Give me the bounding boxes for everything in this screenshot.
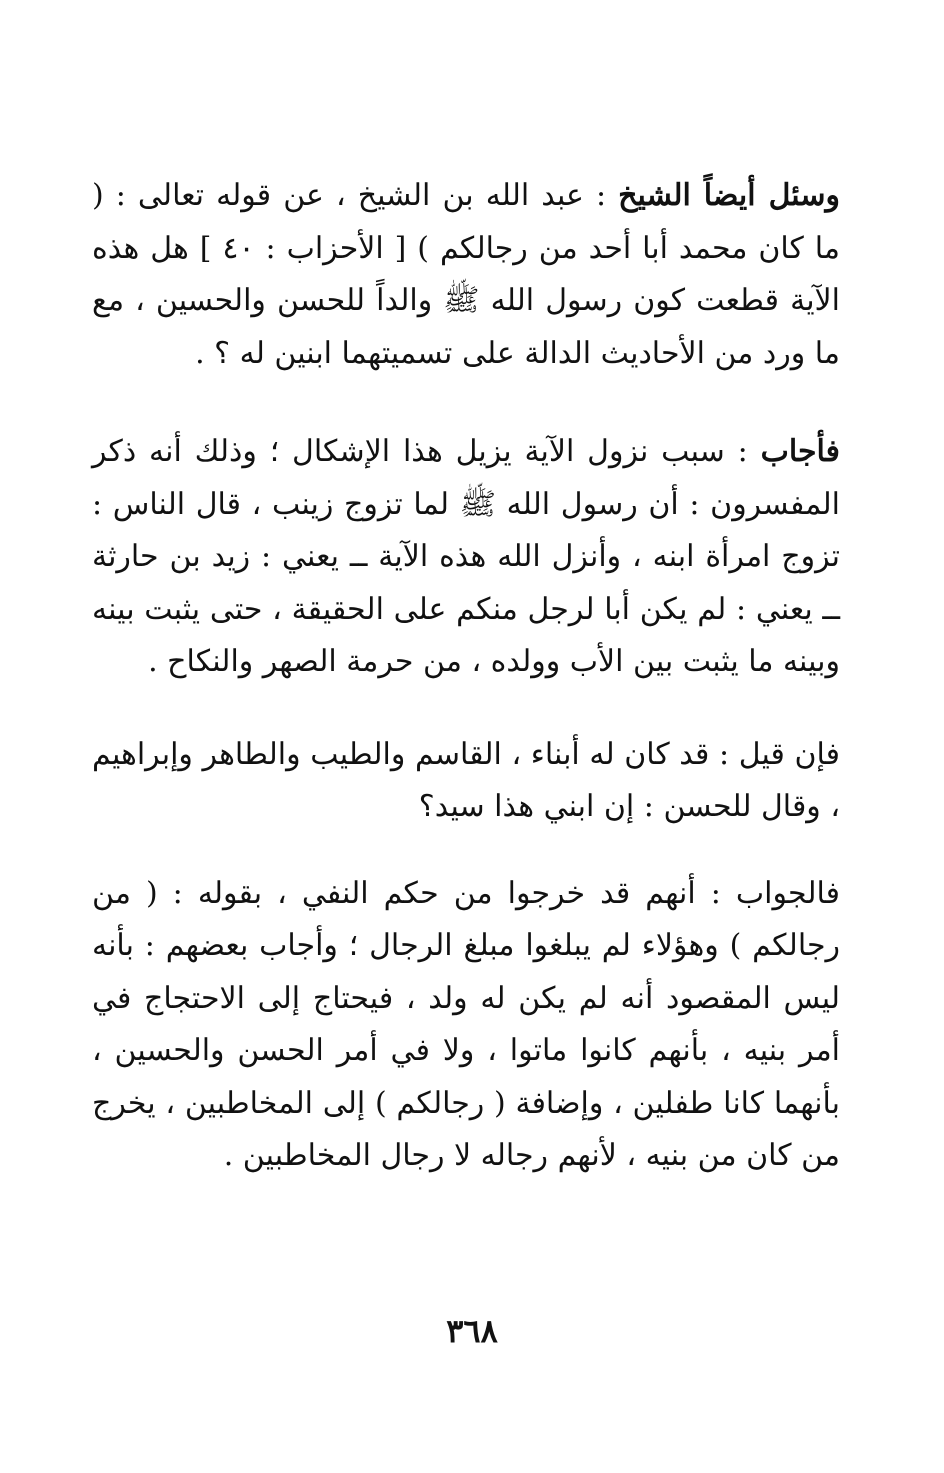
page-body xyxy=(92,160,840,1183)
paragraph-text: فالجواب : أنهم قد خرجوا من حكم النفي ، بقوله : ( من رجالكم ) وهؤلاء لم يبلغوا مبلغ الرجال ؛ وأجاب بعضهم : بأنه ليس المقصود أنه لم يكن له ولد ، فيحتاج إلى الاحتجاج في أمر بنيه ، بأنهم كانوا ماتوا ، ولا في أمر الحسن والحسين ، بأنهما كانا طفلين ، وإضافة ( رجالكم ) إلى المخاطبين ، يخرج من كان من بنيه ، لأنهم رجاله لا رجال المخاطبين . xyxy=(92,875,840,1173)
paragraph-lead: وسئل أيضاً الشيخ xyxy=(618,178,840,213)
paragraph-reply xyxy=(92,868,840,1183)
paragraph-text: فإن قيل : قد كان له أبناء ، القاسم والطيب والطاهر وإبراهيم ، وقال للحسن : إن ابني هذا سيد؟ xyxy=(92,736,840,824)
paragraph-text: : عبد الله بن الشيخ ، عن قوله تعالى : ( ما كان محمد أبا أحد من رجالكم ) [ الأحزاب : ٤٠ ] هل هذه الآية قطعت كون رسول الله ﷺ والداً للحسن والحسين ، مع ما ورد من الأحاديث الدالة على تسميتهما ابنين له ؟ . xyxy=(92,178,840,371)
paragraph-objection xyxy=(92,729,840,834)
paragraph-lead: فأجاب xyxy=(760,434,840,469)
paragraph-answer xyxy=(92,426,840,689)
page-number: ٣٦٨ xyxy=(446,1312,498,1350)
paragraph-text: : سبب نزول الآية يزيل هذا الإشكال ؛ وذلك أنه ذكر المفسرون : أن رسول الله ﷺ لما تزوج زينب ، قال الناس : تزوج امرأة ابنه ، وأنزل الله هذه الآية ــ يعني : زيد بن حارثة ــ يعني : لم يكن أبا لرجل منكم على الحقيقة ، حتى يثبت بينه وبينه ما يثبت بين الأب وولده ، من حرمة الصهر والنكاح . xyxy=(92,434,840,679)
paragraph-question xyxy=(92,170,840,380)
